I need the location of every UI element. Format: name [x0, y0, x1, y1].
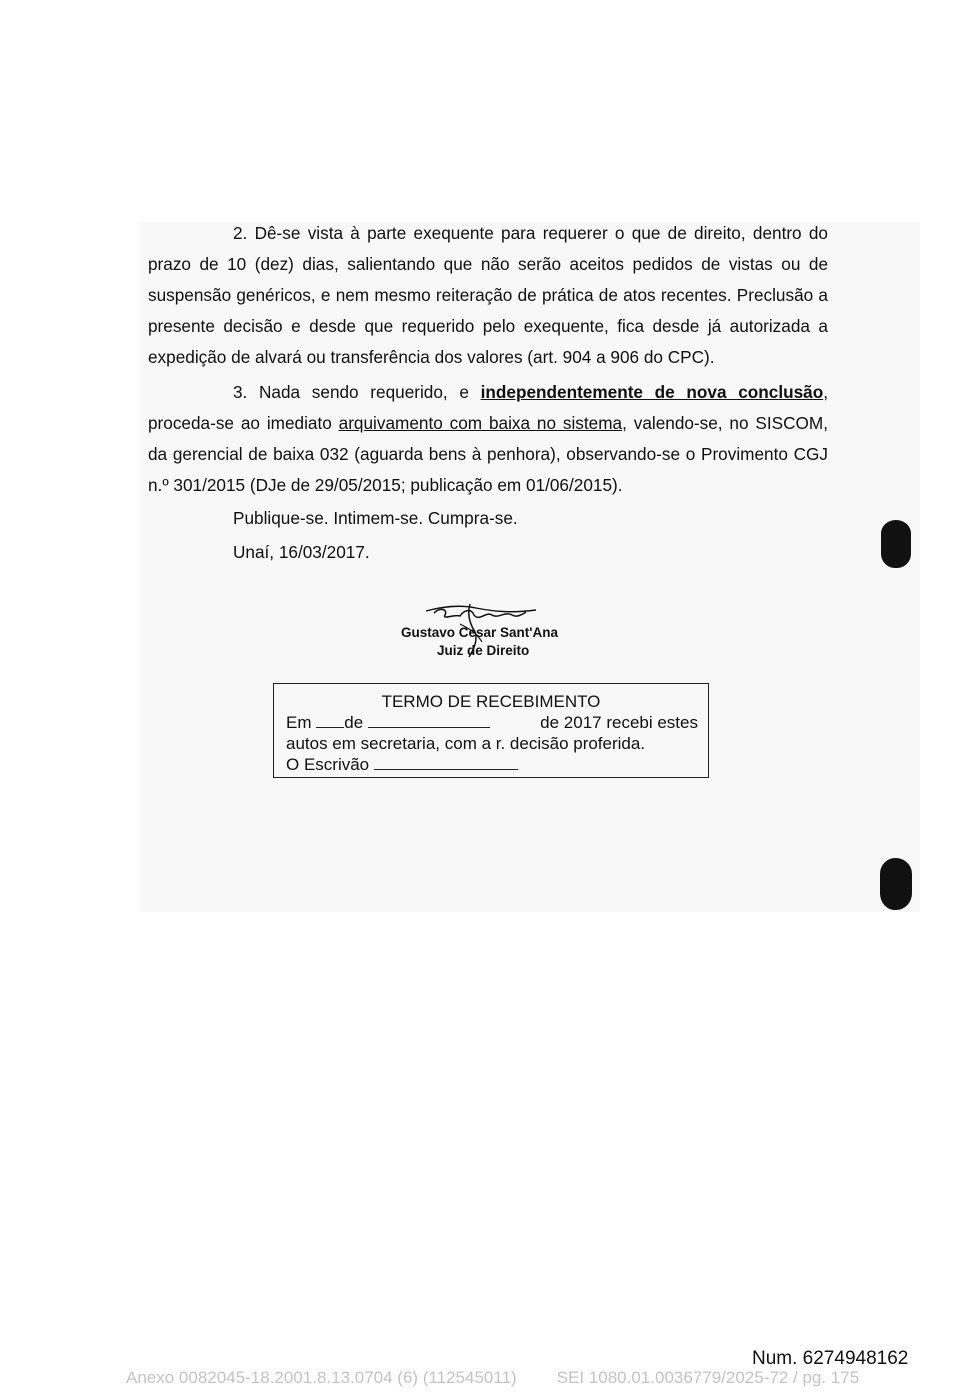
paragraph-3-middle: , proceda-se ao imediato — [148, 382, 828, 433]
document-number: Num. 6274948162 — [752, 1348, 909, 1369]
paragraph-2: 2. Dê-se vista à parte exequente para requerer o que de direito, dentro do prazo de 10 (dez) dias, salientando que não serão aceitos pedidos de vistas ou de suspensão genéricos, e nem mesmo reiteração de prática de atos recentes. Preclusão a presente decisão e desde que requerido pelo exequente, fica desde já autorizada a expedição de alvará ou transferência dos valores (art. 904 a 906 do CPC). — [148, 223, 828, 367]
paragraph-3-start: 3. Nada sendo requerido, e — [233, 382, 481, 402]
termo-line-3: O Escrivão — [274, 754, 708, 775]
closing-place-date: Unaí, 16/03/2017. — [233, 542, 370, 562]
termo-recebimento-box — [273, 683, 709, 778]
paragraph-3 — [148, 377, 828, 501]
judge-name: Gustavo Cesar Sant'Ana — [401, 625, 559, 640]
termo-year-text: de 2017 recebi estes — [540, 713, 698, 732]
termo-line-2: autos em secretaria, com a r. decisão proferida. — [286, 734, 646, 753]
paragraph-3-end: , valendo-se, no SISCOM, da gerencial de baixa 032 (aguarda bens à penhora), observando-se o Provimento CGJ n.º 301/2015 (DJe de 29/05/2015; publicação em 01/06/2015). — [148, 413, 828, 495]
day-blank — [316, 713, 344, 728]
decision-body — [148, 218, 828, 568]
clerk-signature-blank — [374, 755, 518, 770]
termo-line-1 — [274, 712, 708, 733]
termo-title: TERMO DE RECEBIMENTO — [381, 692, 601, 711]
paragraph-3-emphasis: independentemente de nova conclusão — [480, 382, 824, 402]
termo-date-fields: Em de — [286, 712, 490, 733]
sei-reference: SEI 1080.01.0036779/2025-72 / pg. 175 — [556, 1368, 860, 1387]
signature-block — [390, 600, 590, 664]
footer-stamp — [126, 1368, 859, 1388]
judge-role: Juiz de Direito — [437, 643, 530, 658]
paragraph-3-underlined: arquivamento com baixa no sistema — [338, 413, 623, 433]
annex-reference: Anexo 0082045-18.2001.8.13.0704 (6) (112545011) — [126, 1368, 517, 1387]
punch-hole-mark — [881, 520, 911, 568]
month-blank — [368, 713, 490, 728]
closing-publish: Publique-se. Intimem-se. Cumpra-se. — [233, 508, 518, 528]
punch-hole-mark — [880, 858, 912, 910]
